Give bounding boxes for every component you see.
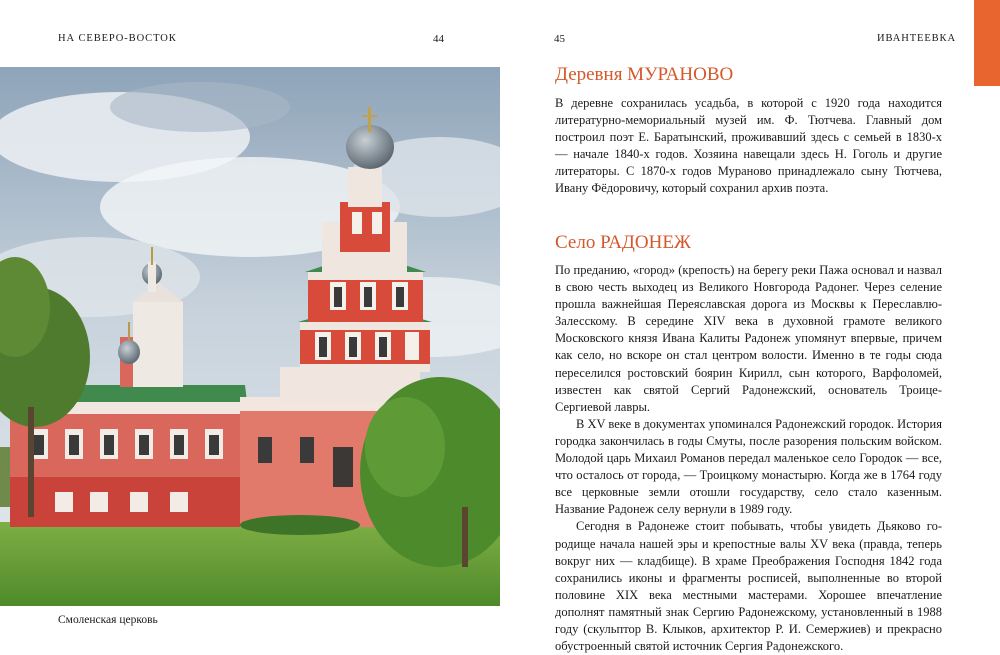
right-page-number: 45 xyxy=(554,33,565,45)
church-photo xyxy=(0,67,500,606)
section-text-muranovo xyxy=(555,95,942,198)
paragraph: В деревне сохранилась усадьба, в которой с 1920 года находится литературно-мемориальный музей им. Ф. Тютчева. Главный дом построил поэт Е. Баратынский, проживавший здесь с семьей в 1830-х — начале 1840-х годов. Хозяина навещали здесь Н. Гоголь и другие литераторы. С 1870-х годов Мураново принадлежало сыну Тютчева, Ивану Фёдоровичу, который сохранил архив поэта. xyxy=(555,96,942,196)
paragraph: Сегодня в Радонеже стоит побывать, чтобы увидеть Дьяково городище начала нашей эры и крепостные валы XV века (правда, теперь вокруг них — кладбище). В храме Преображения Господня 1842 года сохранились иконы и фрагменты росписей, выполненные во второй половине XIX века местными мастерами. Хорошее впечатление дополнят памятный знак Сергию Радонежскому, установленный в 1988 году (скульптор В. Клыков, архитектор Р. И. Семержиев) и прекрасно обустроенный святой источник Сергия Радонежского. xyxy=(555,519,942,654)
paragraph: По преданию, «город» (крепость) на берегу реки Пажа основал и назвал в свою честь выходец из Великого Новгорода Радонег. Через селение прошла важнейшая Переяславская дорога из Москвы к Переславлю-Залесскому. В середине XIV века в духовной грамоте великого Московского князя Ивана Калиты Радонеж упомянут впервые, причем как село, но вскоре он стал центром волости. Именно в те годы сюда переселился ростовский боярин Кирилл, сын которого, Варфоломей, известен как святой Сергий Радонежский, основатель Троице-Сергиевой лавры. xyxy=(555,263,942,414)
right-running-title: ИВАНТЕЕВКА xyxy=(877,33,956,44)
left-running-title: НА СЕВЕРО-ВОСТОК xyxy=(58,33,177,44)
left-page-number: 44 xyxy=(433,33,444,45)
chapter-tab-marker xyxy=(974,0,1000,86)
paragraph: В XV веке в документах упоминался Радонежский городок. История городка закончилась в годы Смуты, после разорения польским войском. Молодой царь Михаил Романов передал маленькое село Городок — все, что осталось от города, — Троицкому монастырю. Когда же в 1764 году все церковные земли отошли государству, село стало казенным. Название Радонеж селу вернули в 1989 году. xyxy=(555,416,942,517)
photo-caption: Смоленская церковь xyxy=(58,614,158,626)
section-heading-muranovo: Деревня МУРАНОВО xyxy=(555,64,734,85)
section-heading-radonezh: Село РАДОНЕЖ xyxy=(555,232,691,253)
section-text-radonezh xyxy=(555,262,942,655)
